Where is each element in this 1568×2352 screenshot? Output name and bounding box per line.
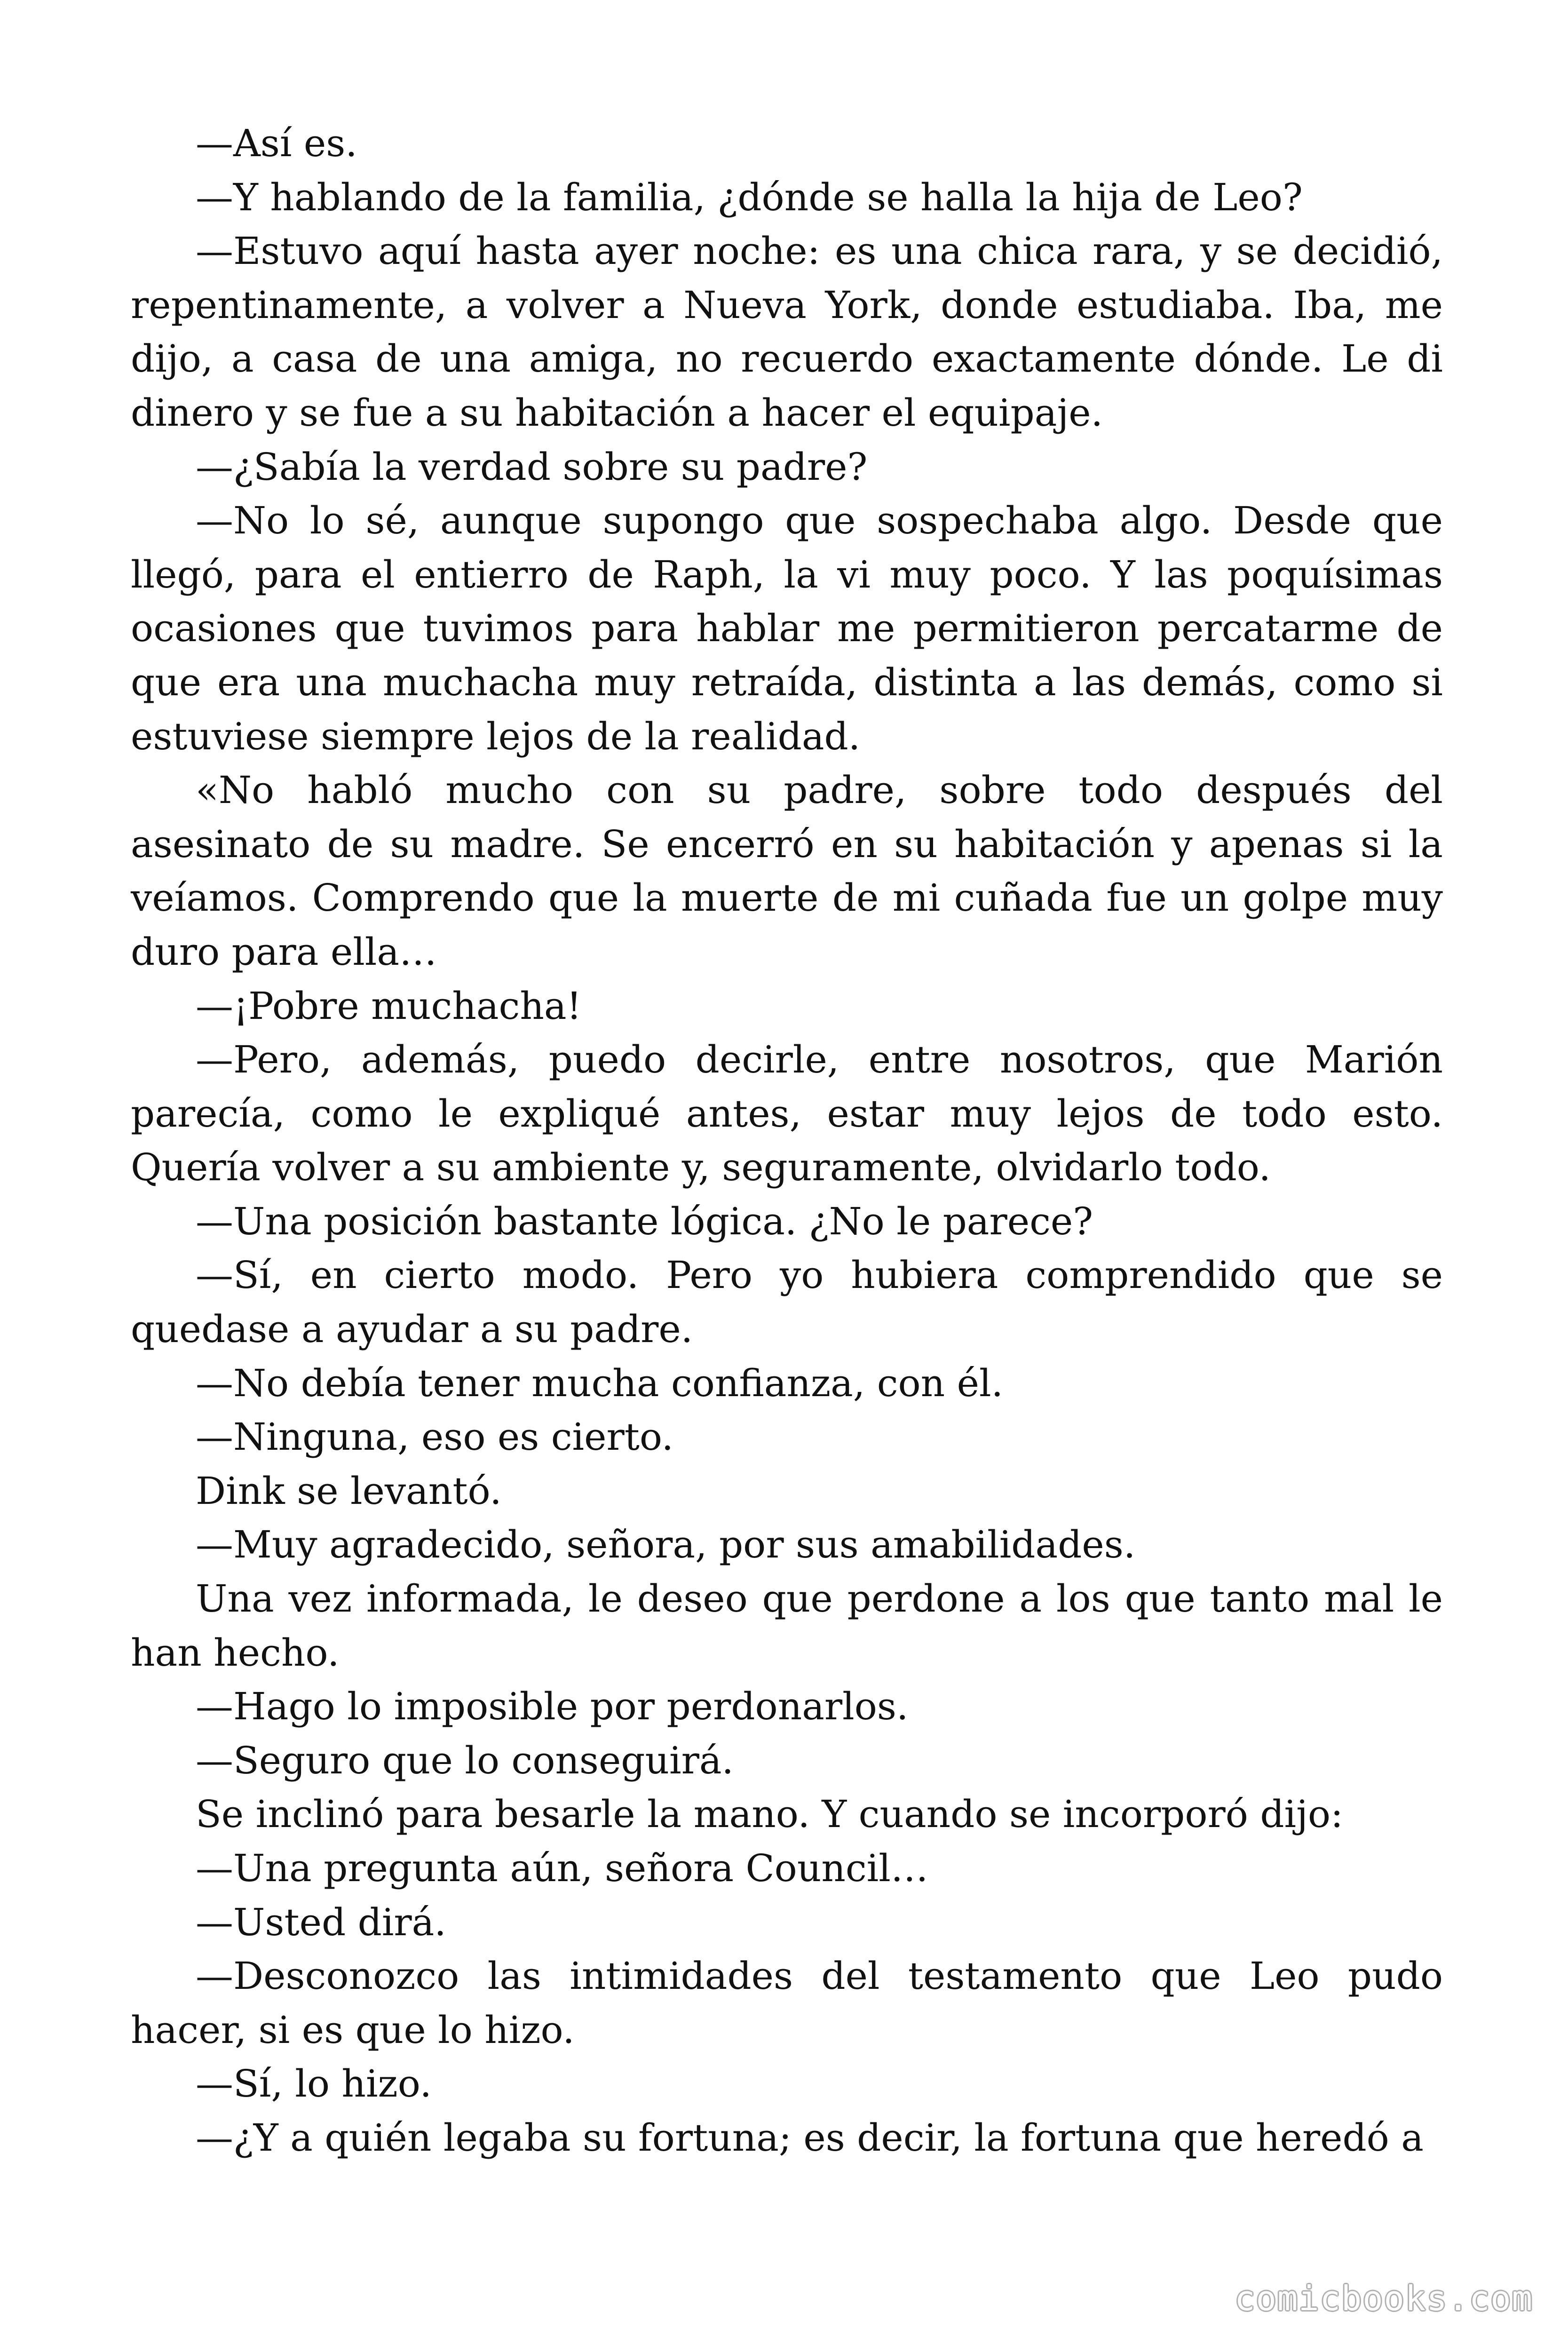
paragraph: —Y hablando de la familia, ¿dónde se halla la hija de Leo? [196,175,1303,219]
paragraph: —¿Sabía la verdad sobre su padre? [196,445,868,489]
paragraph: —Usted dirá. [196,1900,446,1944]
paragraph: —Sí, lo hizo. [196,2062,432,2106]
paragraph: Una vez informada, le deseo que perdone a los que tanto mal le han hecho. [131,1577,1443,1675]
paragraph: —Muy agradecido, señora, por sus amabilidades. [196,1523,1136,1567]
paragraph: —Hago lo imposible por perdonarlos. [196,1685,909,1729]
paragraph: —Ninguna, eso es cierto. [196,1415,674,1459]
paragraph: —Así es. [196,121,357,165]
paragraph: —Desconozco las intimidades del testamento que Leo pudo hacer, si es que lo hizo. [131,1954,1443,2052]
watermark: comicbooks.com [1235,2279,1533,2318]
paragraph: —Estuvo aquí hasta ayer noche: es una chica rara, y se decidió, repentinamente, a volver a Nueva York, donde estudiaba. Iba, me dijo, a casa de una amiga, no recuerdo exactamente dónde. Le di dinero y se fue a su habitación a hacer el equipaje. [131,229,1443,435]
paragraph: —Una posición bastante lógica. ¿No le parece? [196,1199,1093,1243]
paragraph: —Una pregunta aún, señora Council… [196,1846,928,1890]
paragraph: —¿Y a quién legaba su fortuna; es decir, la fortuna que heredó a [196,2115,1424,2160]
book-page [131,117,1443,2165]
paragraph: —No debía tener mucha confianza, con él. [196,1361,1003,1405]
paragraph: —¡Pobre muchacha! [196,984,582,1028]
paragraph: —Sí, en cierto modo. Pero yo hubiera comprendido que se quedase a ayudar a su padre. [131,1253,1443,1351]
paragraph: —Seguro que lo conseguirá. [196,1738,734,1782]
paragraph: «No habló mucho con su padre, sobre todo después del asesinato de su madre. Se encerró en su habitación y apenas si la veíamos. Comprendo que la muerte de mi cuñada fue un golpe muy duro para ella… [131,768,1443,974]
paragraph: Dink se levantó. [196,1469,502,1513]
paragraph: —Pero, además, puedo decirle, entre nosotros, que Marión parecía, como le expliqué antes, estar muy lejos de todo esto. Quería volver a su ambiente y, seguramente, olvidarlo todo. [131,1038,1443,1190]
paragraph: Se inclinó para besarle la mano. Y cuando se incorporó dijo: [196,1792,1344,1836]
paragraph: —No lo sé, aunque supongo que sospechaba algo. Desde que llegó, para el entierro de Raph, la vi muy poco. Y las poquísimas ocasiones que tuvimos para hablar me permitieron percatarme de que era una muchacha muy retraída, distinta a las demás, como si estuviese siempre lejos de la realidad. [131,499,1443,758]
